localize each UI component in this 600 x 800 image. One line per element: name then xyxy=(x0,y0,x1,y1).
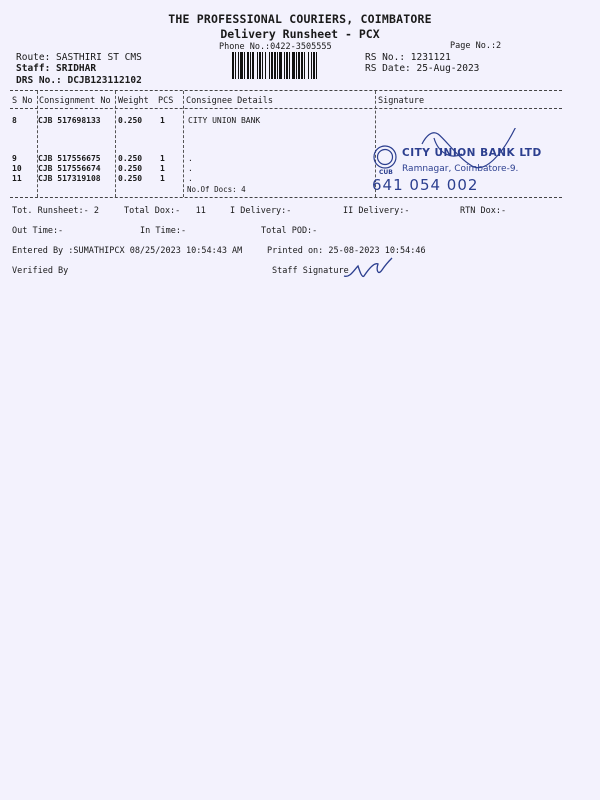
barcode-bar xyxy=(238,52,239,79)
company-name: THE PROFESSIONAL COURIERS, COIMBATORE xyxy=(168,12,432,26)
total-dox: Total Dox:- 11 xyxy=(124,206,206,216)
barcode-bar xyxy=(262,52,263,79)
barcode-bar xyxy=(250,52,251,79)
barcode-bar xyxy=(311,52,312,79)
row-pcs: 1 xyxy=(160,174,165,183)
barcode-bar xyxy=(274,52,276,79)
barcode-bar xyxy=(286,52,288,79)
table-header-rule xyxy=(10,108,562,109)
ii-delivery: II Delivery:- xyxy=(343,206,410,216)
row-consignee: CITY UNION BANK xyxy=(188,116,261,125)
barcode-bar xyxy=(252,52,254,79)
row-sno: 9 xyxy=(12,154,17,163)
row-consignee: . xyxy=(188,164,193,173)
phone-number: Phone No.:0422-3505555 xyxy=(219,42,332,52)
barcode-bar xyxy=(244,52,245,79)
row-pcs: 1 xyxy=(160,116,165,125)
staff-signature-label: Staff Signature xyxy=(272,266,349,276)
row-weight: 0.250 xyxy=(118,116,143,125)
no-of-docs: No.Of Docs: 4 xyxy=(187,185,246,194)
barcode-bar xyxy=(265,52,266,79)
col-divider xyxy=(183,91,184,197)
barcode-bar xyxy=(269,52,270,79)
barcode-bar xyxy=(289,52,290,79)
verified-by: Verified By xyxy=(12,266,69,276)
header-pcs: PCS xyxy=(158,96,174,106)
barcode-bar xyxy=(279,52,282,79)
total-runsheet: Tot. Runsheet:- 2 xyxy=(12,206,99,216)
barcode-image xyxy=(232,52,357,79)
barcode-bar xyxy=(257,52,258,79)
row-consignment: CJB 517319108 xyxy=(38,174,101,183)
barcode-bar xyxy=(298,52,300,79)
row-weight: 0.250 xyxy=(118,174,143,183)
header-sno: S No xyxy=(12,96,33,106)
row-sno: 11 xyxy=(12,174,22,183)
row-consignment: CJB 517556674 xyxy=(38,164,101,173)
stamp-logo-text: CUB xyxy=(379,169,393,176)
row-consignee: . xyxy=(188,154,193,163)
document-title: Delivery Runsheet - PCX xyxy=(220,27,380,41)
barcode-bar xyxy=(235,52,236,79)
barcode-bar xyxy=(277,52,278,79)
route-label: Route: SASTHIRI ST CMS xyxy=(16,52,142,63)
staff-label: Staff: SRIDHAR xyxy=(16,63,97,74)
row-pcs: 1 xyxy=(160,154,165,163)
barcode-bar xyxy=(284,52,285,79)
barcode-bar xyxy=(240,52,243,79)
barcode-bar xyxy=(259,52,261,79)
col-divider xyxy=(115,91,116,197)
barcode-bar xyxy=(296,52,297,79)
barcode-bar xyxy=(232,52,234,79)
rs-date: RS Date: 25-Aug-2023 xyxy=(365,63,480,74)
barcode-bar xyxy=(301,52,303,79)
stamp-logo-inner xyxy=(378,150,393,165)
bank-stamp xyxy=(362,128,542,194)
stamp-code: 641 054 002 xyxy=(372,176,479,194)
in-time: In Time:- xyxy=(140,226,187,236)
table-top-rule xyxy=(10,90,562,91)
i-delivery: I Delivery:- xyxy=(230,206,292,216)
total-pod: Total POD:- xyxy=(261,226,318,236)
header-weight: Weight xyxy=(118,96,149,106)
row-sno: 10 xyxy=(12,164,22,173)
header-consignee: Consignee Details xyxy=(186,96,273,106)
row-sno: 8 xyxy=(12,116,17,125)
drs-number: DRS No.: DCJB123112102 xyxy=(16,75,142,86)
entered-by: Entered By :SUMATHIPCX 08/25/2023 10:54:43 AM xyxy=(12,246,243,256)
out-time: Out Time:- xyxy=(12,226,64,236)
header-consignment: Consignment No xyxy=(39,96,111,106)
row-consignment: CJB 517698133 xyxy=(38,116,101,125)
stamp-address: Ramnagar, Coimbatore-9. xyxy=(402,164,519,174)
barcode-bar xyxy=(316,52,317,79)
rtn-dox: RTN Dox:- xyxy=(460,206,507,216)
barcode-bar xyxy=(313,52,315,79)
barcode-bar xyxy=(292,52,295,79)
barcode-bar xyxy=(247,52,249,79)
barcode-bar xyxy=(304,52,305,79)
table-bottom-rule xyxy=(10,197,562,198)
page-number: Page No.:2 xyxy=(450,41,502,51)
row-pcs: 1 xyxy=(160,164,165,173)
row-weight: 0.250 xyxy=(118,164,143,173)
staff-signature-mark xyxy=(340,256,395,282)
row-weight: 0.250 xyxy=(118,154,143,163)
barcode-bar xyxy=(308,52,309,79)
rs-number: RS No.: 1231121 xyxy=(365,52,451,63)
stamp-bank-name: CITY UNION BANK LTD xyxy=(402,147,542,159)
barcode-bar xyxy=(271,52,273,79)
printed-on: Printed on: 25-08-2023 10:54:46 xyxy=(267,246,426,256)
header-signature: Signature xyxy=(378,96,425,106)
row-consignee: . xyxy=(188,174,193,183)
row-consignment: CJB 517556675 xyxy=(38,154,101,163)
